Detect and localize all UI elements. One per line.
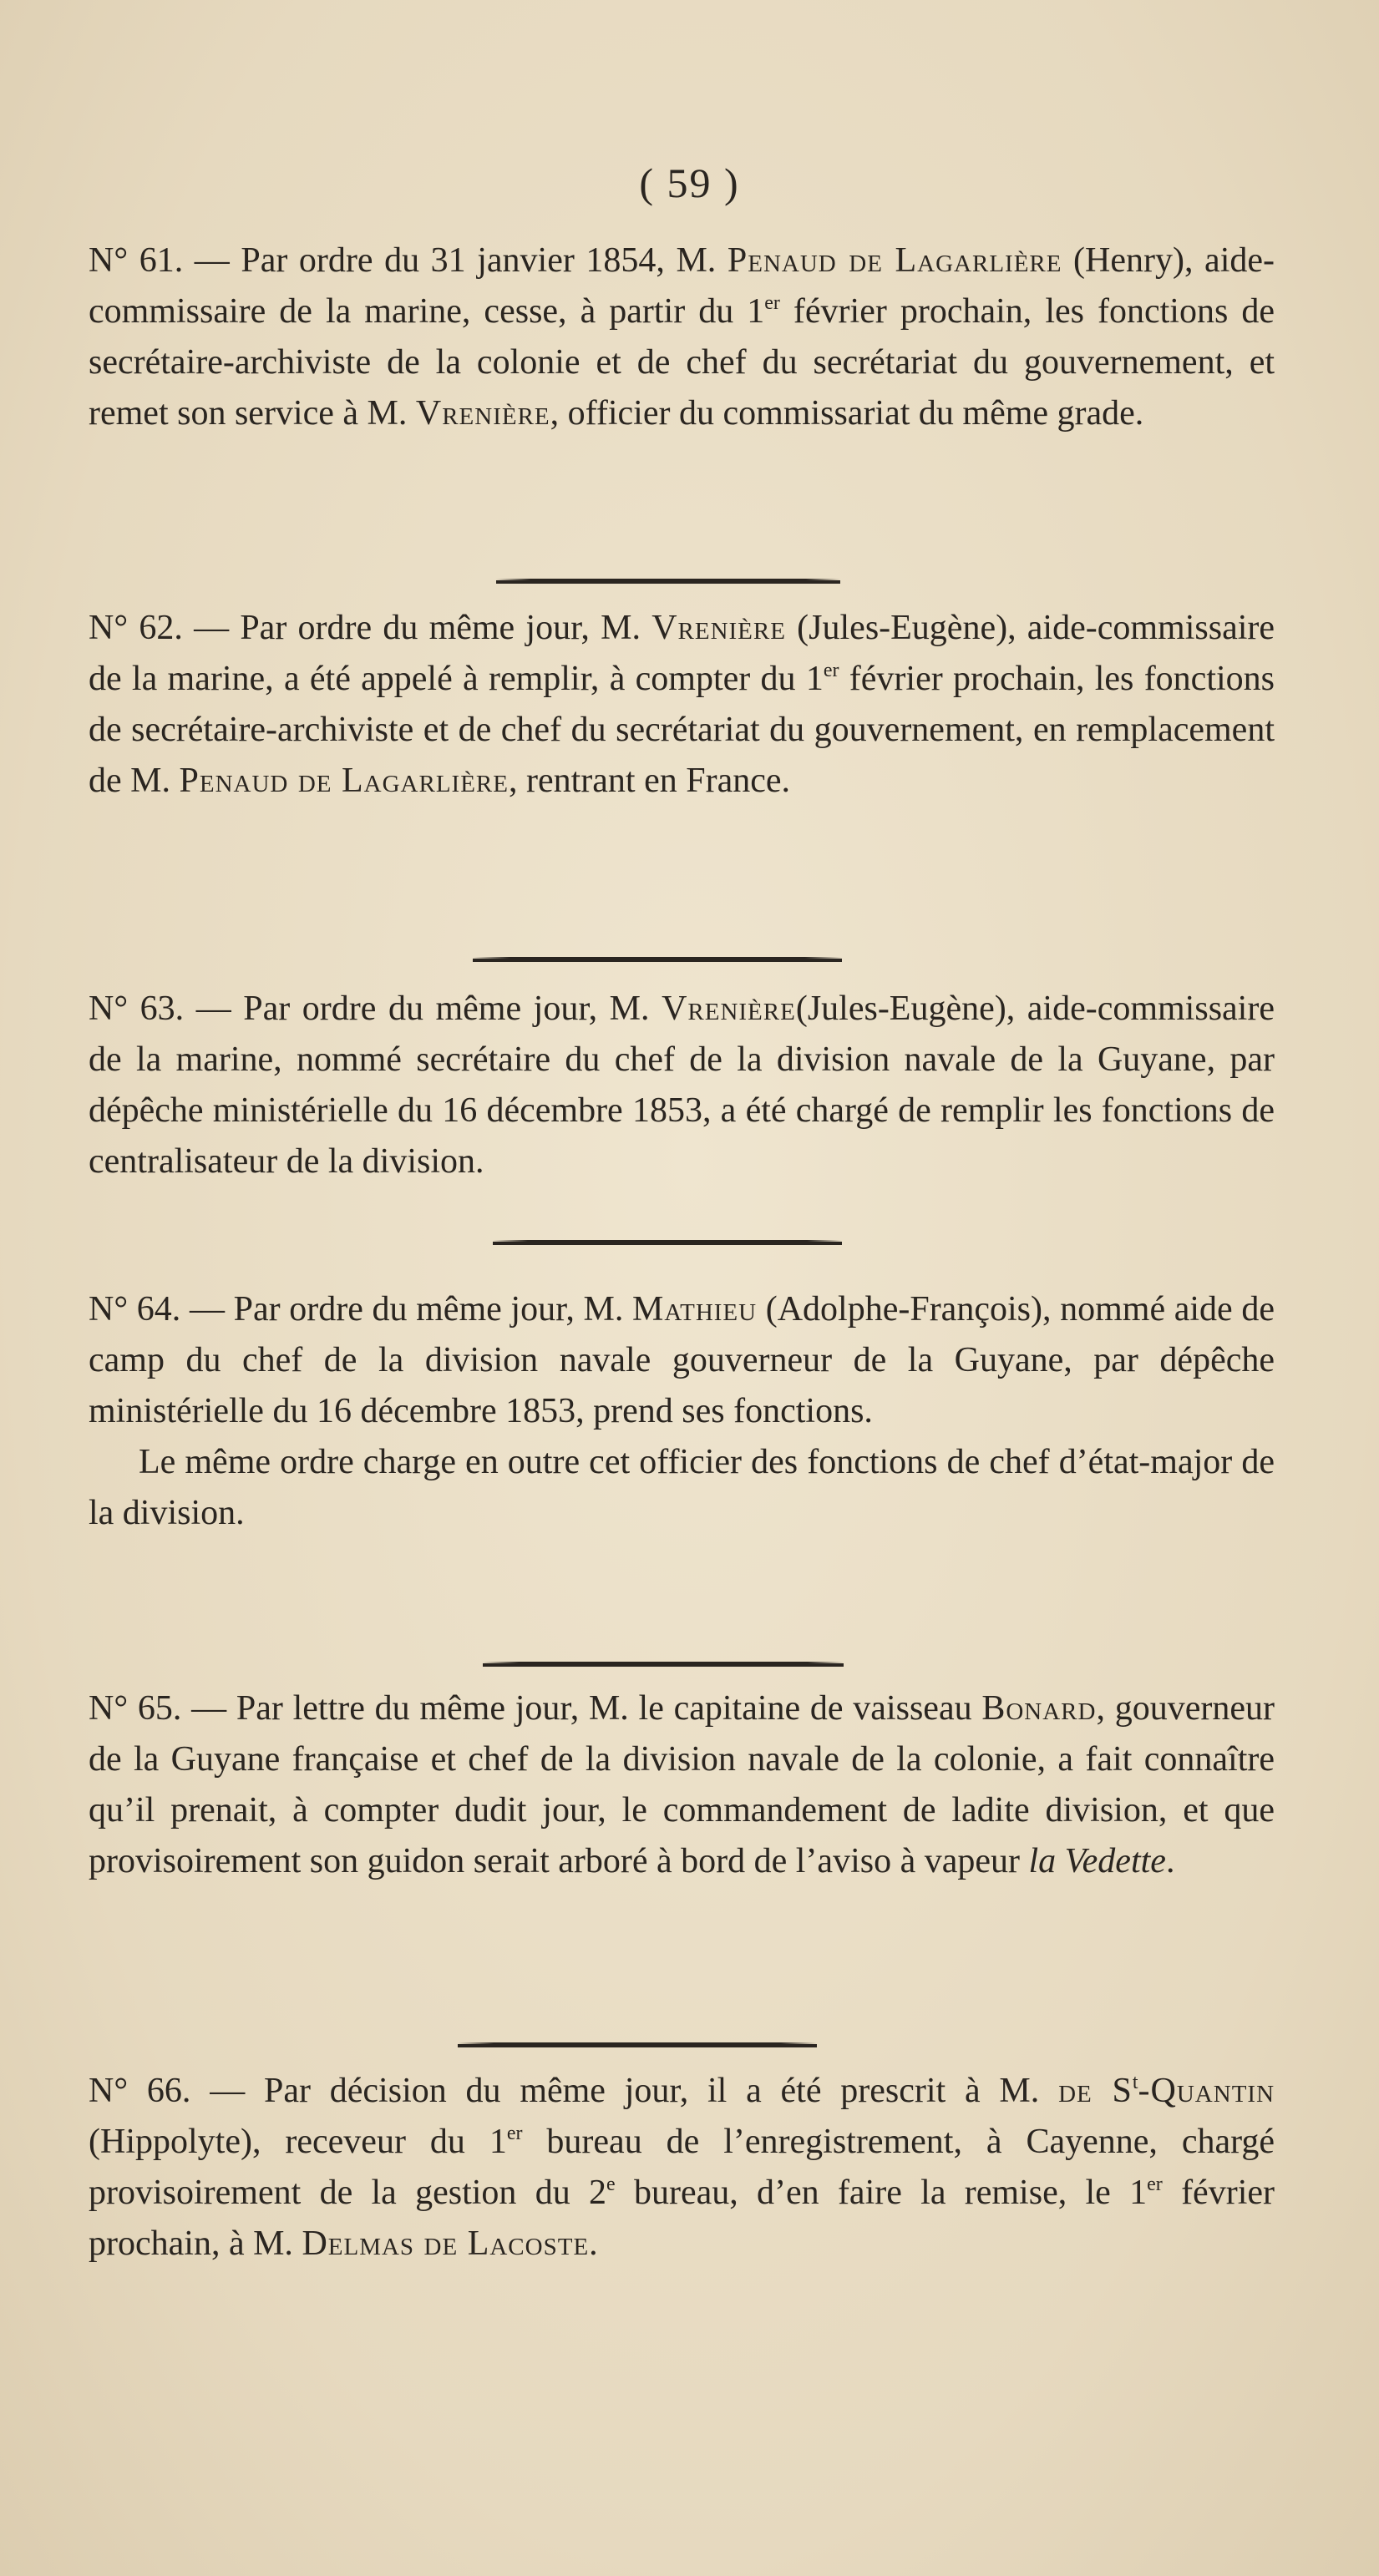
entry-number: N° 66.: [89, 2072, 191, 2110]
entry-number: N° 62.: [89, 609, 183, 647]
person-name: de S: [1058, 2072, 1133, 2110]
entry-number: N° 64.: [89, 1290, 181, 1328]
person-name: Penaud de Lagarlière: [727, 241, 1062, 280]
person-name: Mathieu: [632, 1290, 758, 1328]
person-name: Vrenière: [662, 989, 796, 1028]
entry-66: N° 66. — Par décision du même jour, il a été prescrit à M. de $S^t$-Quantin (Hippolyte), receveur du 1er bureau de l’enregistrement, à Cayenne, chargé provisoirement de la gestion du 2e bureau, d’en faire la remise, le 1er février prochain, à M. Delmas de Lacoste.: [89, 2072, 1275, 2263]
section-divider: [473, 959, 842, 962]
section-divider: [496, 580, 840, 584]
page-number: ( 59 ): [639, 159, 740, 206]
entry-65: N° 65. — Par lettre du même jour, M. le capitaine de vaisseau Bonard, gouverneur de la Guyane française et chef de la division navale de la colonie, a fait connaître qu’il prenait, à compter dudit jour, le commandement de ladite division, et que provisoirement son guidon serait arboré à bord de l’aviso à vapeur la Vedette.: [89, 1689, 1275, 1880]
person-name: Vrenière: [651, 609, 786, 647]
person-name: Penaud de Lagarlière: [179, 762, 509, 800]
person-name: -Quantin: [1138, 2072, 1275, 2110]
ship-name: la Vedette: [1028, 1842, 1166, 1880]
entry-61: N° 61. — Par ordre du 31 janvier 1854, M. Penaud de Lagarlière (Henry), aide-commissaire de la marine, cesse, à partir du 1er février prochain, les fonctions de secrétaire-archiviste de la colonie et de chef du secrétariat du gouvernement, et remet son service à M. Vrenière, officier du commissariat du même grade.: [89, 241, 1275, 433]
entry-number: N° 65.: [89, 1689, 182, 1728]
entry-63: N° 63. — Par ordre du même jour, M. Vrenière(Jules-Eugène), aide-commissaire de la marine, nommé secrétaire du chef de la division navale de la Guyane, par dépêche ministérielle du 16 décembre 1853, a été chargé de remplir les fonctions de centralisateur de la division.: [89, 989, 1275, 1181]
section-divider: [458, 2044, 817, 2047]
person-name: Bonard: [981, 1689, 1097, 1728]
section-divider: [483, 1663, 844, 1667]
section-divider: [493, 1242, 842, 1245]
entry-64: N° 64. — Par ordre du même jour, M. Mathieu (Adolphe-François), nommé aide de camp du chef de la division navale gouverneur de la Guyane, par dépêche ministérielle du 16 décembre 1853, prend ses fonctions. Le même ordre charge en outre cet officier des fonctions de chef d’état-major de la division.: [89, 1284, 1275, 1539]
entry-62: N° 62. — Par ordre du même jour, M. Vrenière (Jules-Eugène), aide-commissaire de la marine, a été appelé à remplir, à compter du 1er février prochain, les fonctions de secrétaire-archiviste et de chef du secrétariat du gouvernement, en remplacement de M. Penaud de Lagarlière, rentrant en France.: [89, 609, 1275, 800]
continuation-paragraph: Le même ordre charge en outre cet officier des fonctions de chef d’état-major de la division.: [89, 1443, 1275, 1532]
entry-number: N° 63.: [89, 989, 185, 1028]
entry-number: N° 61.: [89, 241, 184, 280]
person-name: Delmas de Lacoste: [302, 2224, 590, 2263]
person-name: Vrenière: [415, 394, 550, 433]
